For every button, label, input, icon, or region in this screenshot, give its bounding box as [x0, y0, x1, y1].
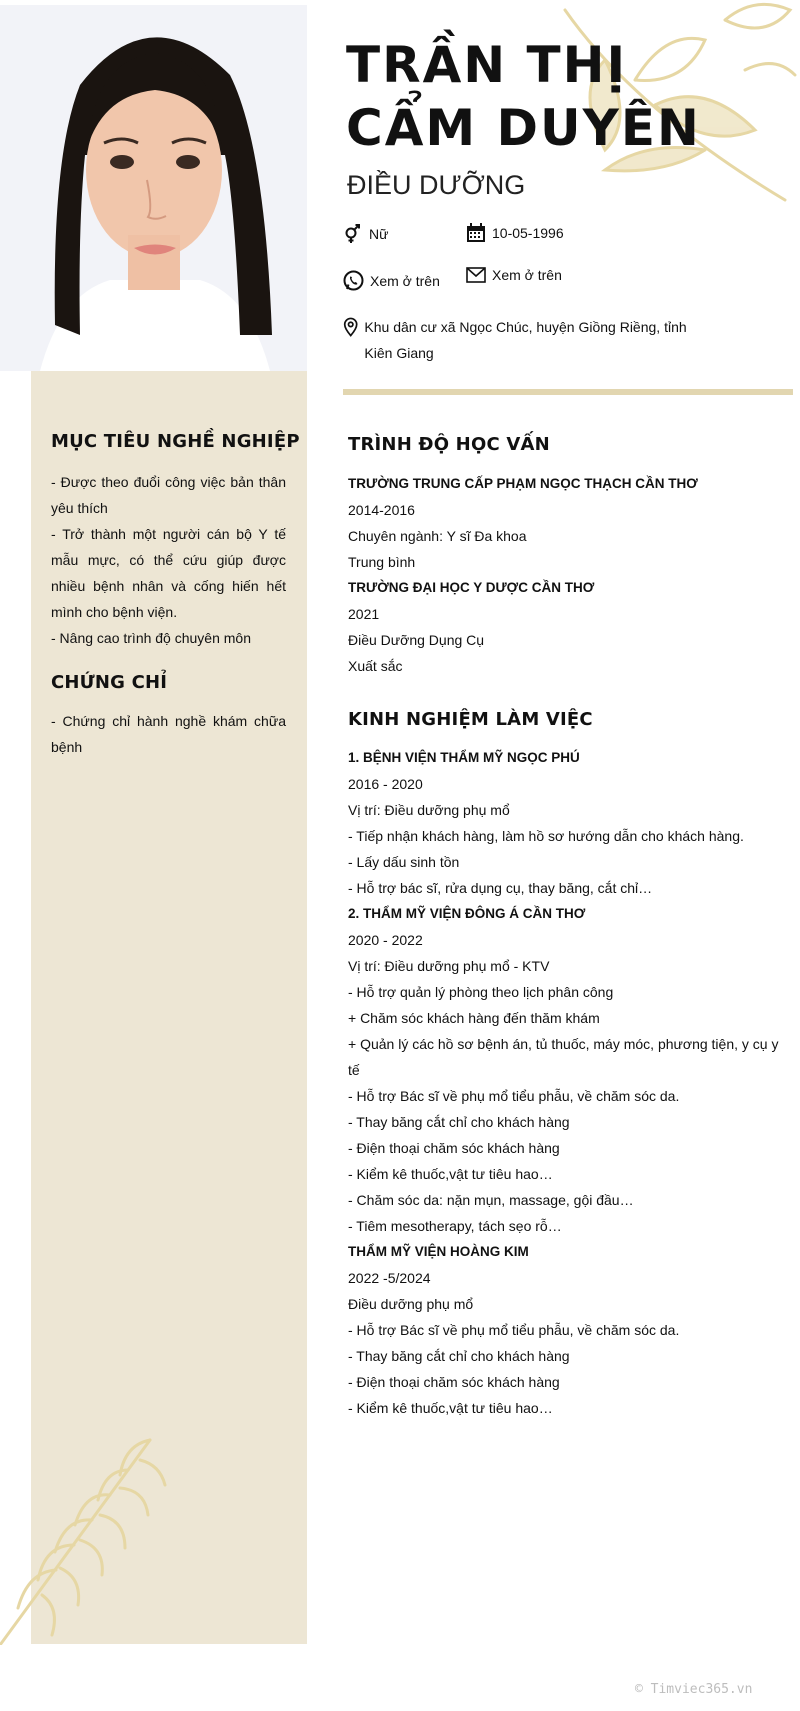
job-period: 2022 -5/2024	[348, 1270, 431, 1286]
job-line: + Chăm sóc khách hàng đến thăm khám	[348, 1010, 600, 1026]
objective-content	[51, 469, 286, 651]
experience-list	[348, 745, 788, 1421]
leaf-decoration-icon	[0, 1430, 170, 1645]
school-major: Điều Dưỡng Dụng Cụ	[348, 632, 485, 648]
school-major: Chuyên ngành: Y sĩ Đa khoa	[348, 528, 527, 544]
gender-info	[343, 224, 388, 244]
gender-value: Nữ	[369, 226, 389, 242]
experience-title: KINH NGHIỆM LÀM VIỆC	[348, 709, 593, 730]
company-name: 1. BỆNH VIỆN THẨM MỸ NGỌC PHÚ	[348, 750, 580, 765]
job-line: - Hỗ trợ Bác sĩ về phụ mổ tiểu phẫu, về chăm sóc da.	[348, 1088, 680, 1104]
job-line: - Tiêm mesotherapy, tách sẹo rỗ…	[348, 1218, 562, 1234]
certificates-content	[51, 708, 286, 760]
calendar-icon	[466, 223, 486, 243]
school-name: TRƯỜNG ĐẠI HỌC Y DƯỢC CẦN THƠ	[348, 580, 595, 595]
school-years: 2021	[348, 606, 380, 622]
job-line: - Kiểm kê thuốc,vật tư tiêu hao…	[348, 1166, 553, 1182]
education-list	[348, 471, 788, 679]
job-line: - Hỗ trợ quản lý phòng theo lịch phân công	[348, 984, 614, 1000]
address-value: Khu dân cư xã Ngọc Chúc, huyện Giồng Riềng, tỉnh Kiên Giang	[364, 319, 687, 361]
job-line: - Điện thoại chăm sóc khách hàng	[348, 1374, 560, 1390]
job-line: - Kiểm kê thuốc,vật tư tiêu hao…	[348, 1400, 553, 1416]
mail-icon	[466, 267, 486, 283]
job-line: - Lấy dấu sinh tồn	[348, 854, 460, 870]
gender-icon	[343, 224, 363, 244]
education-title: TRÌNH ĐỘ HỌC VẤN	[348, 434, 550, 455]
footer-watermark: © Timviec365.vn	[635, 1682, 753, 1697]
job-line: - Hỗ trợ Bác sĩ về phụ mổ tiểu phẫu, về chăm sóc da.	[348, 1322, 680, 1338]
profile-photo	[0, 5, 307, 371]
certificates-title: CHỨNG CHỈ	[51, 672, 168, 693]
job-line: - Điện thoại chăm sóc khách hàng	[348, 1140, 560, 1156]
job-title: ĐIỀU DƯỠNG	[347, 170, 526, 200]
objective-item: - Trở thành một người cán bộ Y tế mẫu mực, có thể cứu giúp được nhiều bệnh nhân và cống hiến hết mình cho bệnh viện.	[51, 526, 286, 620]
birthdate-info	[466, 223, 564, 243]
address-info	[343, 314, 703, 366]
job-period: 2016 - 2020	[348, 776, 423, 792]
school-years: 2014-2016	[348, 502, 415, 518]
job-line: Điều dưỡng phụ mổ	[348, 1296, 474, 1312]
phone-icon	[343, 270, 364, 291]
objective-item: - Được theo đuổi công việc bản thân yêu thích	[51, 474, 286, 516]
company-name: 2. THẨM MỸ VIỆN ĐÔNG Á CẦN THƠ	[348, 906, 586, 921]
job-line: - Thay băng cắt chỉ cho khách hàng	[348, 1348, 570, 1364]
company-name: THẨM MỸ VIỆN HOÀNG KIM	[348, 1244, 529, 1259]
email-info	[466, 267, 562, 283]
phone-info	[343, 270, 440, 291]
certificate-item: - Chứng chỉ hành nghề khám chữa bệnh	[51, 713, 286, 755]
school-name: TRƯỜNG TRUNG CẤP PHẠM NGỌC THẠCH CẦN THƠ	[348, 476, 698, 491]
job-line: - Tiếp nhận khách hàng, làm hồ sơ hướng dẫn cho khách hàng.	[348, 828, 744, 844]
job-line: Vị trí: Điều dưỡng phụ mổ - KTV	[348, 958, 550, 974]
job-line: - Thay băng cắt chỉ cho khách hàng	[348, 1114, 570, 1130]
birthdate-value: 10-05-1996	[492, 225, 564, 241]
header-divider	[343, 389, 793, 395]
objective-title: MỤC TIÊU NGHỀ NGHIỆP	[51, 431, 300, 452]
school-grade: Xuất sắc	[348, 658, 403, 674]
job-line: - Chăm sóc da: nặn mụn, massage, gội đầu…	[348, 1192, 634, 1208]
job-period: 2020 - 2022	[348, 932, 423, 948]
phone-value: Xem ở trên	[370, 272, 440, 289]
job-line: - Hỗ trợ bác sĩ, rửa dụng cụ, thay băng, cắt chỉ…	[348, 880, 653, 896]
email-value: Xem ở trên	[492, 267, 562, 283]
job-line: Vị trí: Điều dưỡng phụ mổ	[348, 802, 510, 818]
location-icon	[343, 316, 358, 338]
candidate-name: TRẦN THỊ CẨM DUYÊN	[346, 36, 701, 157]
job-line: + Quản lý các hồ sơ bệnh án, tủ thuốc, máy móc, phương tiện, y cụ y tế	[348, 1036, 779, 1078]
school-grade: Trung bình	[348, 554, 416, 570]
objective-item: - Nâng cao trình độ chuyên môn	[51, 630, 252, 646]
